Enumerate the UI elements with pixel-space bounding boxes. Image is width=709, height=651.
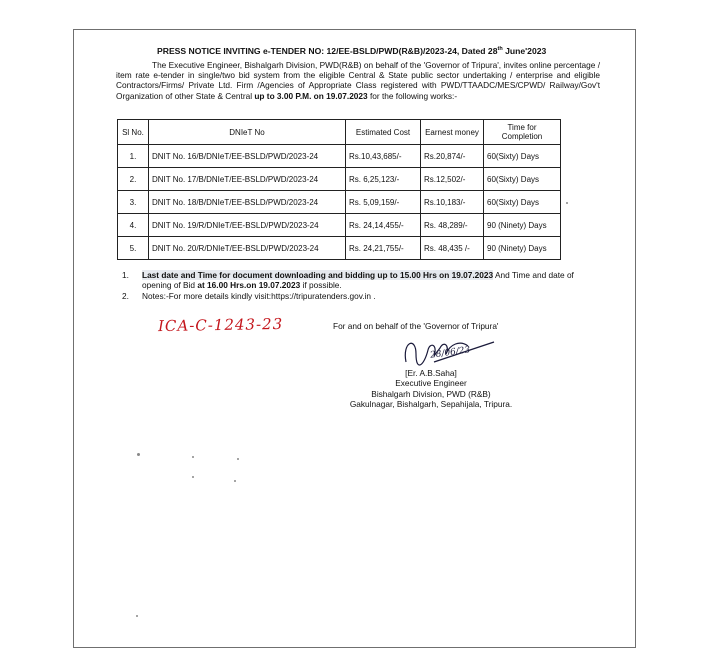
title-sup: th [497,46,503,53]
cell-sl: 5. [118,237,149,260]
cell-time: 60(Sixty) Days [484,145,561,168]
table-row [118,191,561,214]
notice-title [157,46,546,56]
cell-time: 60(Sixty) Days [484,168,561,191]
note-number: 1. [122,270,129,280]
signatory-block [326,368,536,409]
notice-page [73,29,636,648]
signatory-name: [Er. A.B.Saha] [405,368,457,378]
speck [237,458,239,460]
header-sl: Sl No. [118,120,149,145]
speck [234,480,236,482]
cell-dnit: DNIT No. 20/R/DNIeT/EE-BSLD/PWD/2023-24 [149,237,346,260]
table-row [118,168,561,191]
table-row [118,145,561,168]
cell-dnit: DNIT No. 17/B/DNIeT/EE-BSLD/PWD/2023-24 [149,168,346,191]
para-text-end: for the following works:- [367,90,458,101]
note-plain: if possible. [300,280,342,291]
title-end: June'2023 [502,46,547,56]
cell-sl: 2. [118,168,149,191]
notes-list [122,270,602,303]
speck [136,615,138,617]
cell-time: 60(Sixty) Days [484,191,561,214]
cell-money: Rs.20,874/- [421,145,484,168]
notice-paragraph [116,60,600,101]
header-dnit: DNIeT No [149,120,346,145]
para-text: The Executive Engineer, Bishalgarh Division, PWD(R&B) on behalf of the 'Governor of Tripura', invites online percentage / item rate e-tender in single/two bid system from the eligible Central & State public sector undertaking / enterprise and eligible Contractors/Firms/ Private Ltd. Firm /Agencies of Appropriate Class registered with PWD/TTAADC/MES/CPWD/ Railway/Gov't Organization of other State & Central [116,60,600,101]
speck [192,476,194,478]
cell-cost: Rs. 24,14,455/- [346,214,421,237]
cell-dnit: DNIT No. 19/R/DNIeT/EE-BSLD/PWD/2023-24 [149,214,346,237]
cell-time: 90 (Ninety) Days [484,237,561,260]
speck [566,202,568,204]
note-plain: And Time and date of opening of Bid [142,270,574,291]
cell-dnit: DNIT No. 18/B/DNIeT/EE-BSLD/PWD/2023-24 [149,191,346,214]
para-deadline: up to 3.00 P.M. on 19.07.2023 [254,90,368,101]
cell-money: Rs. 48,435 /- [421,237,484,260]
header-money: Earnest money [421,120,484,145]
table-row [118,237,561,260]
note-bold: Last date and Time for document downloading and bidding up to 15.00 Hrs on 19.07.2023 [142,270,494,280]
cell-cost: Rs. 6,25,123/- [346,168,421,191]
speck [137,453,140,456]
speck [192,456,194,458]
cell-sl: 3. [118,191,149,214]
table-header-row [118,120,561,145]
cell-dnit: DNIT No. 16/B/DNIeT/EE-BSLD/PWD/2023-24 [149,145,346,168]
note-number: 2. [122,291,129,302]
note-text: Notes:-For more details kindly visit:https://tripuratenders.gov.in . [142,291,376,302]
note-text [142,270,602,290]
signatory-address: Gakulnagar, Bishalgarh, Sepahijala, Tripura. [349,398,513,409]
cell-money: Rs.12,502/- [421,168,484,191]
note-item [122,291,602,301]
cell-money: Rs.10,183/- [421,191,484,214]
table-row [118,214,561,237]
header-time: Time for Completion [484,120,561,145]
on-behalf-line: For and on behalf of the 'Governor of Tripura' [333,321,499,331]
works-table [117,119,561,260]
cell-time: 90 (Ninety) Days [484,214,561,237]
signature-date: 28/06/23 [429,345,471,361]
header-cost: Estimated Cost [346,120,421,145]
cell-cost: Rs. 24,21,755/- [346,237,421,260]
cell-money: Rs. 48,289/- [421,214,484,237]
note-bold: at 16.00 Hrs.on 19.07.2023 [197,280,301,291]
note-item [122,270,602,290]
title-main: PRESS NOTICE INVITING e-TENDER NO: 12/EE-BSLD/PWD(R&B)/2023-24, Dated 28 [157,46,498,56]
signatory-designation: Executive Engineer [395,378,467,389]
cell-cost: Rs. 5,09,159/- [346,191,421,214]
reference-stamp: ICA-C-1243-23 [157,314,284,336]
cell-cost: Rs.10,43,685/- [346,145,421,168]
signatory-division: Bishalgarh Division, PWD (R&B) [371,388,491,399]
cell-sl: 1. [118,145,149,168]
cell-sl: 4. [118,214,149,237]
